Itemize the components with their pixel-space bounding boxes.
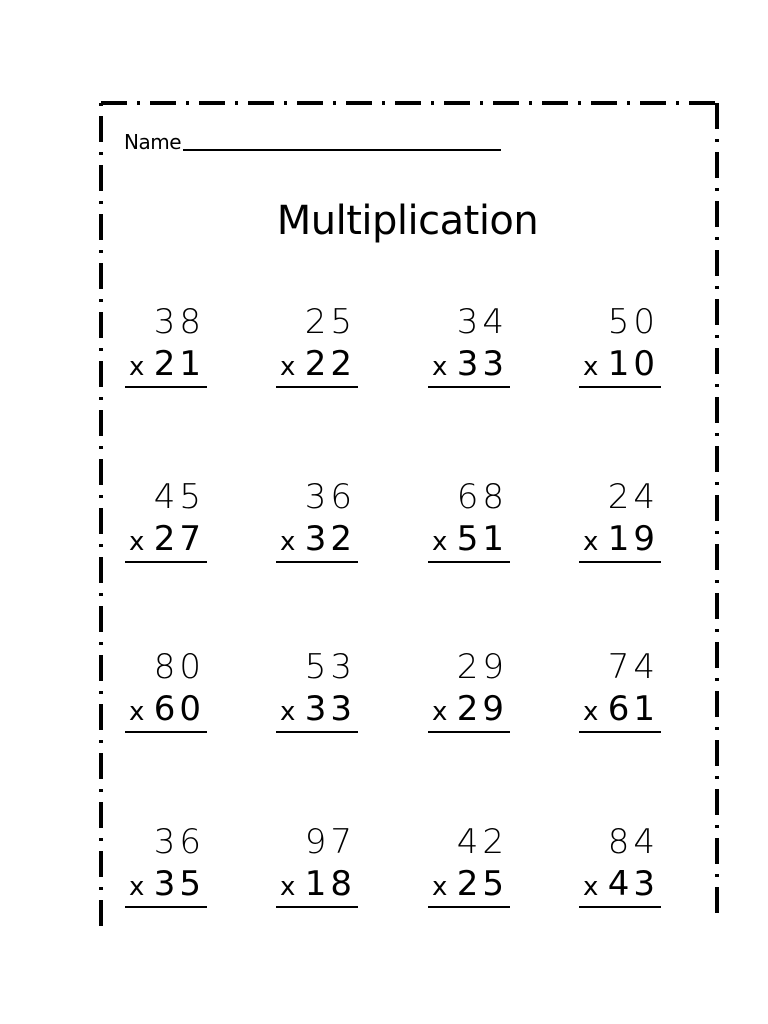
multiplicand: 29	[456, 647, 508, 687]
operator-row	[428, 344, 510, 388]
operator-row	[428, 689, 510, 733]
multiplier: 60	[153, 689, 205, 729]
multiplicand: 68	[456, 477, 508, 517]
times-sign: x	[129, 697, 145, 727]
multiplier: 43	[607, 864, 659, 904]
multiplier: 18	[304, 864, 356, 904]
multiplier: 35	[153, 864, 205, 904]
name-field[interactable]	[124, 130, 501, 154]
multiplier: 10	[607, 344, 659, 384]
name-line[interactable]	[183, 149, 501, 151]
problem-13	[125, 820, 207, 908]
times-sign: x	[129, 872, 145, 902]
multiplier: 61	[607, 689, 659, 729]
multiplier: 25	[456, 864, 508, 904]
operator-row	[579, 519, 661, 563]
times-sign: x	[432, 872, 448, 902]
problem-6	[276, 475, 358, 563]
multiplier: 32	[304, 519, 356, 559]
operator-row	[125, 864, 207, 908]
problem-4	[579, 300, 661, 388]
operator-row	[125, 344, 207, 388]
times-sign: x	[432, 527, 448, 557]
times-sign: x	[583, 697, 599, 727]
times-sign: x	[280, 527, 296, 557]
times-sign: x	[432, 352, 448, 382]
problem-9	[125, 645, 207, 733]
multiplier: 22	[304, 344, 356, 384]
multiplicand: 50	[607, 302, 659, 342]
multiplicand: 24	[607, 477, 659, 517]
problem-7	[428, 475, 510, 563]
multiplicand: 25	[304, 302, 356, 342]
operator-row	[125, 689, 207, 733]
multiplicand: 42	[456, 822, 508, 862]
times-sign: x	[129, 352, 145, 382]
problem-16	[579, 820, 661, 908]
multiplicand: 53	[304, 647, 356, 687]
multiplicand: 74	[607, 647, 659, 687]
multiplier: 19	[607, 519, 659, 559]
multiplicand: 36	[153, 822, 205, 862]
problem-2	[276, 300, 358, 388]
times-sign: x	[432, 697, 448, 727]
multiplier: 29	[456, 689, 508, 729]
operator-row	[579, 689, 661, 733]
operator-row	[579, 864, 661, 908]
multiplicand: 80	[153, 647, 205, 687]
operator-row	[428, 519, 510, 563]
multiplier: 33	[304, 689, 356, 729]
operator-row	[276, 864, 358, 908]
problem-1	[125, 300, 207, 388]
times-sign: x	[583, 872, 599, 902]
page-title: Multiplication	[276, 198, 539, 244]
operator-row	[579, 344, 661, 388]
problem-14	[276, 820, 358, 908]
problem-11	[428, 645, 510, 733]
multiplier: 51	[456, 519, 508, 559]
times-sign: x	[280, 352, 296, 382]
problem-3	[428, 300, 510, 388]
multiplicand: 45	[153, 477, 205, 517]
name-label: Name	[124, 130, 182, 154]
problem-10	[276, 645, 358, 733]
multiplier: 21	[153, 344, 205, 384]
operator-row	[125, 519, 207, 563]
multiplier: 27	[153, 519, 205, 559]
operator-row	[276, 519, 358, 563]
multiplicand: 97	[304, 822, 356, 862]
times-sign: x	[583, 352, 599, 382]
operator-row	[276, 689, 358, 733]
multiplicand: 34	[456, 302, 508, 342]
operator-row	[428, 864, 510, 908]
times-sign: x	[583, 527, 599, 557]
operator-row	[276, 344, 358, 388]
times-sign: x	[280, 872, 296, 902]
problem-5	[125, 475, 207, 563]
problem-12	[579, 645, 661, 733]
multiplier: 33	[456, 344, 508, 384]
times-sign: x	[129, 527, 145, 557]
multiplicand: 38	[153, 302, 205, 342]
multiplicand: 84	[607, 822, 659, 862]
times-sign: x	[280, 697, 296, 727]
problem-15	[428, 820, 510, 908]
problem-8	[579, 475, 661, 563]
multiplicand: 36	[304, 477, 356, 517]
